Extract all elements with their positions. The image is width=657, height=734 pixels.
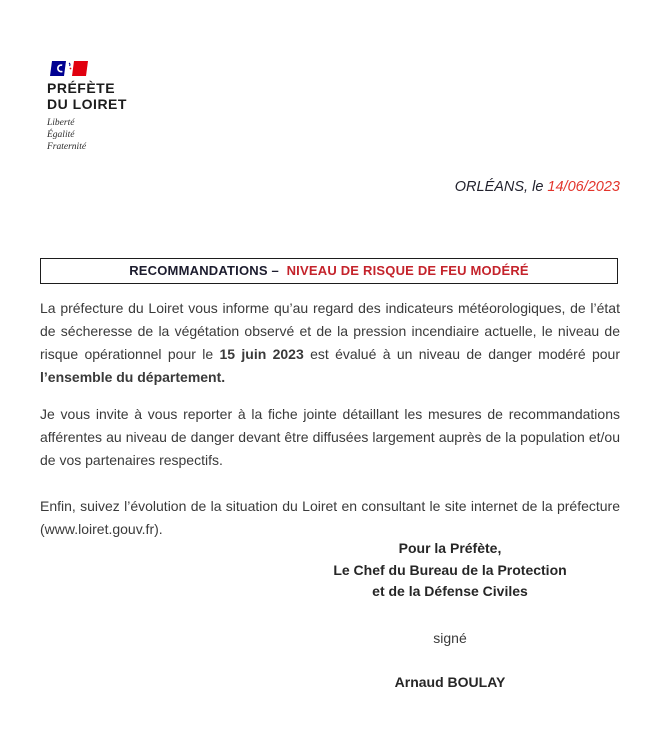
logo-title-line1: PRÉFÈTE: [47, 80, 116, 96]
banner-label-black: RECOMMANDATIONS –: [129, 263, 287, 278]
signature-block: [285, 538, 615, 690]
logo-title-line2: DU LOIRET: [47, 96, 127, 112]
signature-role-line3: et de la Défense Civiles: [372, 583, 528, 599]
p1-date-bold: 15 juin 2023: [219, 346, 304, 362]
dateline: [455, 179, 620, 195]
motto-egalite: Égalité: [47, 130, 75, 140]
paragraph-risk-level: [40, 297, 620, 389]
paragraph-recommendations: Je vous invite à vous reporter à la fiche jointe détaillant les mesures de recommandations afférentes au niveau de danger devant être diffusées largement auprès de la population et/ou de vos partenaires respectifs.: [40, 406, 620, 468]
prefecture-logo: [47, 60, 207, 153]
motto-fraternite: Fraternité: [47, 142, 87, 152]
signature-role-line1: Pour la Préfète,: [398, 540, 502, 556]
logo-title: [47, 80, 207, 112]
letter-body: [40, 297, 620, 555]
signed-label: signé: [433, 629, 467, 646]
p1-text2: est évalué à un niveau de danger modéré pour: [303, 346, 620, 362]
p1-text: La préfecture du Loiret vous informe qu’au regard des indicateurs météorologiques, de l’état de sécheresse de la végétation observé et de la pression incendiaire actuelle, le niveau de risque opérationnel pour le: [40, 300, 620, 362]
dateline-place: ORLÉANS, le: [454, 179, 548, 195]
french-flag-marianne-icon: [49, 60, 89, 77]
logo-motto: [47, 117, 207, 153]
dateline-date: 14/06/2023: [547, 179, 620, 195]
banner-label-red: NIVEAU DE RISQUE DE FEU MODÉRÉ: [286, 263, 529, 278]
signatory-name: Arnaud BOULAY: [394, 673, 506, 690]
paragraph-website: Enfin, suivez l’évolution de la situation du Loiret en consultant le site internet de la préfecture (www.loiret.gouv.fr).: [40, 498, 620, 537]
p1-department-bold: l’ensemble du département.: [40, 369, 226, 385]
signature-role-line2: Le Chef du Bureau de la Protection: [333, 561, 567, 578]
motto-liberte: Liberté: [47, 118, 75, 128]
recommendations-banner: [40, 258, 618, 284]
